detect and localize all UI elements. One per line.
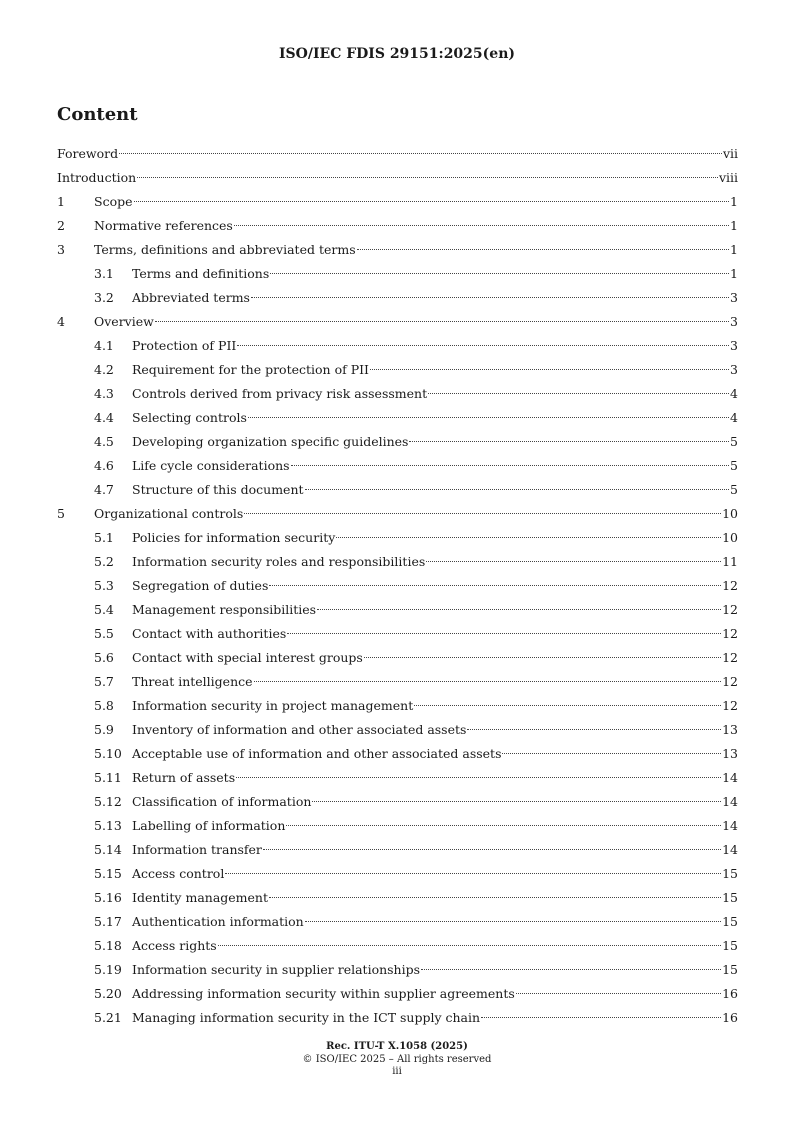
- toc-entry-number: 4.2: [94, 362, 114, 377]
- toc-entry-title: Inventory of information and other associated assets: [132, 722, 467, 737]
- toc-entry-page: 10: [722, 530, 738, 545]
- toc-entry-page: 3: [730, 290, 738, 305]
- toc-entry-number: 5.11: [94, 770, 122, 785]
- toc-entry-page: 1: [730, 242, 738, 257]
- toc-entry-title: Addressing information security within supplier agreements: [132, 986, 515, 1001]
- toc-entry-title: Terms, definitions and abbreviated terms: [94, 242, 356, 257]
- toc-entry[interactable]: [57, 382, 738, 406]
- toc-entry-title: Policies for information security: [132, 530, 336, 545]
- toc-entry-title: Labelling of information: [132, 818, 286, 833]
- toc-entry-page: 14: [722, 842, 738, 857]
- toc-entry-page: 10: [722, 506, 738, 521]
- toc-entry-title: Authentication information: [132, 914, 304, 929]
- toc-entry[interactable]: [57, 358, 738, 382]
- toc-entry-page: 12: [722, 578, 738, 593]
- toc-entry-page: 12: [722, 602, 738, 617]
- toc-entry-page: 3: [730, 314, 738, 329]
- toc-entry-number: 5.12: [94, 794, 122, 809]
- toc-entry-page: 12: [722, 698, 738, 713]
- toc-entry[interactable]: [57, 598, 738, 622]
- toc-entry-number: 5.21: [94, 1010, 122, 1025]
- toc-entry[interactable]: [57, 718, 738, 742]
- toc-entry-title: Life cycle considerations: [132, 458, 290, 473]
- toc-entry[interactable]: [57, 646, 738, 670]
- toc-dot-leader: [254, 681, 722, 682]
- toc-dot-leader: [248, 417, 729, 418]
- toc-entry-number: 5: [57, 506, 65, 521]
- toc-dot-leader: [286, 825, 721, 826]
- toc-entry-page: 15: [722, 866, 738, 881]
- toc-entry[interactable]: [57, 838, 738, 862]
- toc-dot-leader: [244, 513, 721, 514]
- toc-dot-leader: [305, 489, 730, 490]
- toc-entry-page: 5: [730, 458, 738, 473]
- toc-entry[interactable]: [57, 502, 738, 526]
- toc-dot-leader: [426, 561, 721, 562]
- toc-entry-number: 5.14: [94, 842, 122, 857]
- toc-entry-title: Developing organization specific guidelines: [132, 434, 409, 449]
- toc-entry-number: 5.17: [94, 914, 122, 929]
- toc-entry-title: Information security in project management: [132, 698, 414, 713]
- toc-entry-page: 11: [722, 554, 738, 569]
- toc-dot-leader: [270, 273, 729, 274]
- toc-dot-leader: [516, 993, 721, 994]
- toc-entry-number: 5.1: [94, 530, 114, 545]
- toc-dot-leader: [287, 633, 721, 634]
- toc-entry-page: 1: [730, 218, 738, 233]
- toc-entry[interactable]: [57, 910, 738, 934]
- toc-entry-page: 16: [722, 986, 738, 1001]
- toc-entry-title: Foreword: [57, 146, 119, 161]
- toc-dot-leader: [291, 465, 729, 466]
- toc-entry-page: 16: [722, 1010, 738, 1025]
- toc-entry[interactable]: [57, 334, 738, 358]
- toc-entry[interactable]: [57, 550, 738, 574]
- toc-dot-leader: [251, 297, 729, 298]
- toc-entry-title: Return of assets: [132, 770, 236, 785]
- toc-entry-page: vii: [722, 146, 738, 161]
- toc-dot-leader: [502, 753, 721, 754]
- toc-entry-number: 5.6: [94, 650, 114, 665]
- toc-list: [57, 142, 738, 1030]
- toc-dot-leader: [317, 609, 721, 610]
- toc-entry[interactable]: [57, 814, 738, 838]
- toc-entry-page: 5: [730, 482, 738, 497]
- toc-dot-leader: [336, 537, 721, 538]
- footer-copyright: © ISO/IEC 2025 – All rights reserved: [302, 1053, 492, 1065]
- toc-entry-number: 3: [57, 242, 65, 257]
- toc-entry-page: 15: [722, 938, 738, 953]
- toc-entry-title: Normative references: [94, 218, 233, 233]
- toc-entry-title: Scope: [94, 194, 133, 209]
- document-id-header: ISO/IEC FDIS 29151:2025(en): [279, 46, 515, 62]
- toc-entry-number: 5.5: [94, 626, 114, 641]
- footer-recommendation: Rec. ITU-T X.1058 (2025): [326, 1041, 468, 1052]
- toc-entry[interactable]: [57, 238, 738, 262]
- toc-entry-page: 5: [730, 434, 738, 449]
- toc-entry[interactable]: [57, 670, 738, 694]
- toc-entry[interactable]: [57, 454, 738, 478]
- toc-entry-number: 5.18: [94, 938, 122, 953]
- toc-entry-number: 5.10: [94, 746, 122, 761]
- toc-entry-number: 5.16: [94, 890, 122, 905]
- toc-dot-leader: [155, 321, 729, 322]
- toc-entry[interactable]: [57, 478, 738, 502]
- table-of-contents: [57, 142, 738, 1030]
- toc-dot-leader: [312, 801, 721, 802]
- toc-entry[interactable]: [57, 934, 738, 958]
- toc-dot-leader: [414, 705, 721, 706]
- toc-dot-leader: [263, 849, 721, 850]
- toc-dot-leader: [421, 969, 721, 970]
- toc-entry-number: 3.1: [94, 266, 114, 281]
- toc-entry-title: Information security in supplier relationships: [132, 962, 421, 977]
- toc-dot-leader: [428, 393, 729, 394]
- toc-dot-leader: [467, 729, 721, 730]
- toc-dot-leader: [119, 153, 722, 154]
- toc-entry-number: 4.3: [94, 386, 114, 401]
- toc-entry[interactable]: [57, 622, 738, 646]
- toc-entry-title: Organizational controls: [94, 506, 244, 521]
- toc-entry-page: 1: [730, 266, 738, 281]
- toc-dot-leader: [137, 177, 718, 178]
- toc-entry-number: 5.7: [94, 674, 114, 689]
- toc-entry[interactable]: [57, 526, 738, 550]
- toc-entry-page: 14: [722, 794, 738, 809]
- toc-entry-title: Access rights: [132, 938, 217, 953]
- toc-entry-title: Threat intelligence: [132, 674, 253, 689]
- toc-entry-title: Terms and definitions: [132, 266, 270, 281]
- toc-entry[interactable]: [57, 694, 738, 718]
- toc-entry-title: Controls derived from privacy risk assessment: [132, 386, 428, 401]
- toc-entry[interactable]: [57, 310, 738, 334]
- toc-dot-leader: [269, 585, 721, 586]
- toc-dot-leader: [134, 201, 730, 202]
- toc-entry-page: 4: [730, 410, 738, 425]
- toc-entry-page: 12: [722, 674, 738, 689]
- toc-entry[interactable]: [57, 142, 738, 166]
- toc-entry-page: 15: [722, 914, 738, 929]
- toc-dot-leader: [305, 921, 721, 922]
- toc-entry[interactable]: [57, 262, 738, 286]
- toc-entry[interactable]: [57, 982, 738, 1006]
- toc-entry-page: 3: [730, 362, 738, 377]
- toc-entry-page: 3: [730, 338, 738, 353]
- toc-entry-page: viii: [718, 170, 738, 185]
- toc-entry-title: Information transfer: [132, 842, 262, 857]
- toc-dot-leader: [269, 897, 721, 898]
- toc-entry-title: Management responsibilities: [132, 602, 317, 617]
- toc-entry-number: 4.5: [94, 434, 114, 449]
- toc-entry-number: 5.3: [94, 578, 114, 593]
- toc-entry-title: Managing information security in the ICT supply chain: [132, 1010, 481, 1025]
- toc-entry-title: Acceptable use of information and other associated assets: [132, 746, 502, 761]
- toc-entry-title: Access control: [132, 866, 225, 881]
- toc-dot-leader: [236, 777, 721, 778]
- toc-entry-title: Structure of this document: [132, 482, 304, 497]
- toc-entry-number: 1: [57, 194, 65, 209]
- toc-entry-number: 5.20: [94, 986, 122, 1001]
- toc-dot-leader: [409, 441, 729, 442]
- toc-entry-title: Contact with special interest groups: [132, 650, 363, 665]
- toc-entry-number: 4: [57, 314, 65, 329]
- toc-entry[interactable]: [57, 574, 738, 598]
- toc-entry[interactable]: [57, 286, 738, 310]
- toc-entry[interactable]: [57, 430, 738, 454]
- toc-entry-number: 4.7: [94, 482, 114, 497]
- toc-entry-number: 5.4: [94, 602, 114, 617]
- toc-entry-page: 14: [722, 818, 738, 833]
- toc-entry-number: 4.4: [94, 410, 114, 425]
- toc-entry-page: 14: [722, 770, 738, 785]
- toc-entry[interactable]: [57, 790, 738, 814]
- toc-entry[interactable]: [57, 886, 738, 910]
- toc-entry-number: 5.8: [94, 698, 114, 713]
- toc-entry-title: Abbreviated terms: [132, 290, 250, 305]
- toc-entry-title: Selecting controls: [132, 410, 247, 425]
- toc-dot-leader: [234, 225, 729, 226]
- toc-entry-title: Segregation of duties: [132, 578, 269, 593]
- toc-entry-number: 5.9: [94, 722, 114, 737]
- toc-entry-number: 2: [57, 218, 65, 233]
- footer-page-number: iii: [392, 1066, 402, 1077]
- toc-entry[interactable]: [57, 958, 738, 982]
- toc-entry-page: 13: [722, 746, 738, 761]
- toc-entry[interactable]: [57, 862, 738, 886]
- toc-entry[interactable]: [57, 1006, 738, 1030]
- toc-entry-title: Protection of PII: [132, 338, 237, 353]
- toc-entry-page: 12: [722, 650, 738, 665]
- toc-entry-page: 4: [730, 386, 738, 401]
- toc-entry-page: 13: [722, 722, 738, 737]
- toc-entry-title: Contact with authorities: [132, 626, 287, 641]
- toc-entry-page: 15: [722, 890, 738, 905]
- toc-dot-leader: [225, 873, 721, 874]
- toc-entry-number: 4.6: [94, 458, 114, 473]
- toc-dot-leader: [237, 345, 729, 346]
- toc-dot-leader: [370, 369, 729, 370]
- toc-entry-number: 3.2: [94, 290, 114, 305]
- toc-entry-title: Information security roles and responsibilities: [132, 554, 426, 569]
- toc-entry-page: 1: [730, 194, 738, 209]
- toc-entry-title: Introduction: [57, 170, 137, 185]
- toc-heading: Content: [57, 104, 138, 125]
- toc-entry-number: 5.2: [94, 554, 114, 569]
- toc-entry-title: Overview: [94, 314, 154, 329]
- toc-dot-leader: [218, 945, 721, 946]
- toc-entry[interactable]: [57, 742, 738, 766]
- toc-entry[interactable]: [57, 406, 738, 430]
- toc-dot-leader: [357, 249, 729, 250]
- toc-entry-number: 5.19: [94, 962, 122, 977]
- toc-entry[interactable]: [57, 166, 738, 190]
- toc-entry-page: 12: [722, 626, 738, 641]
- toc-entry-number: 5.15: [94, 866, 122, 881]
- toc-entry[interactable]: [57, 214, 738, 238]
- toc-entry-title: Requirement for the protection of PII: [132, 362, 369, 377]
- toc-dot-leader: [364, 657, 721, 658]
- toc-dot-leader: [481, 1017, 721, 1018]
- toc-entry[interactable]: [57, 766, 738, 790]
- toc-entry-number: 5.13: [94, 818, 122, 833]
- toc-entry-number: 4.1: [94, 338, 114, 353]
- toc-entry-title: Identity management: [132, 890, 268, 905]
- toc-entry[interactable]: [57, 190, 738, 214]
- toc-entry-page: 15: [722, 962, 738, 977]
- toc-entry-title: Classification of information: [132, 794, 312, 809]
- page-footer: [0, 1041, 794, 1079]
